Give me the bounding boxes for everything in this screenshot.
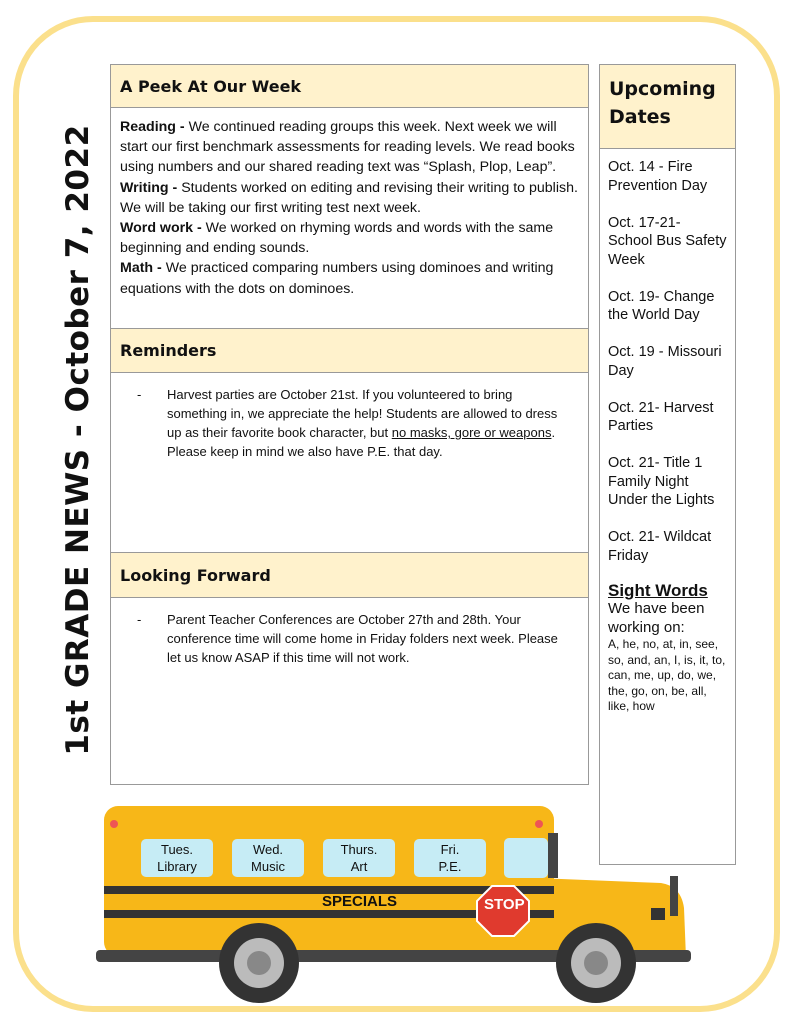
date-item: Oct. 19- Change the World Day (608, 288, 715, 323)
writing-text: Students worked on editing and revising their writing to publish. We will be taking our first writing test next week. (120, 179, 578, 216)
upcoming-heading: Upcoming Dates (600, 65, 735, 149)
reminders-heading: Reminders (111, 329, 588, 373)
week-body (111, 108, 588, 329)
sight-words-list: A, he, no, at, in, see, so, and, an, I, is, it, to, can, me, up, do, we, the, go, on, be, all, like, how (608, 637, 726, 713)
upcoming-panel (599, 64, 736, 865)
reading-text: We continued reading groups this week. Next week we will start our first benchmark assessments for reading levels. We read books using numbers and our shared reading text was “Splash, Plop, Leap”. (120, 119, 575, 176)
date-item: Oct. 14 - Fire Prevention Day (608, 159, 708, 194)
date-item: Oct. 21- Harvest Parties (608, 399, 714, 434)
sight-words-subtitle: We have been working on: (608, 600, 705, 636)
word-work-text: We worked on rhyming words and words with the same beginning and ending sounds. (120, 220, 554, 257)
date-item: Oct. 21- Title 1 Family Night Under the Lights (608, 455, 715, 508)
window-friday: Fri. P.E. (414, 839, 486, 877)
window-wednesday: Wed. Music (232, 839, 304, 877)
date-item: Oct. 21- Wildcat Friday (608, 529, 712, 564)
reading-label: Reading - (120, 119, 185, 135)
writing-label: Writing - (120, 179, 178, 196)
date-item: Oct. 17-21- School Bus Safety Week (608, 214, 727, 268)
forward-text: Parent Teacher Conferences are October 27th and 28th. Your conference time will come home in Friday folders next week. Please let us know ASAP if this time will not work. (167, 612, 558, 665)
reminder-text: Harvest parties are October 21st. If you volunteered to bring something in, we appreciate the help! Students are allowed to dress up as their favorite book character, but (167, 387, 558, 440)
forward-body (111, 598, 588, 667)
main-panel (110, 64, 589, 785)
stop-sign-label: STOP (484, 896, 525, 913)
reminders-body (111, 373, 588, 553)
reminder-text-end: . Please keep in mind we also have P.E. that day. (167, 425, 556, 459)
math-text: We practiced comparing numbers using dominoes and writing equations with the dots on dominoes. (120, 260, 554, 297)
newsletter-title: 1st GRADE NEWS - October 7, 2022 (60, 124, 96, 756)
math-label: Math - (120, 260, 162, 277)
specials-label: SPECIALS (322, 893, 398, 910)
word-work-label: Word work - (120, 220, 202, 237)
reminder-underlined: no masks, gore or weapons (391, 425, 552, 440)
bullet-dash: - (137, 387, 142, 402)
week-heading: A Peek At Our Week (111, 65, 588, 108)
bullet-dash: - (137, 612, 142, 627)
forward-heading: Looking Forward (111, 553, 588, 598)
sight-words-heading: Sight Words (608, 580, 708, 600)
window-tuesday: Tues. Library (141, 839, 213, 877)
date-item: Oct. 19 - Missouri Day (608, 344, 722, 379)
window-thursday: Thurs. Art (323, 839, 395, 877)
